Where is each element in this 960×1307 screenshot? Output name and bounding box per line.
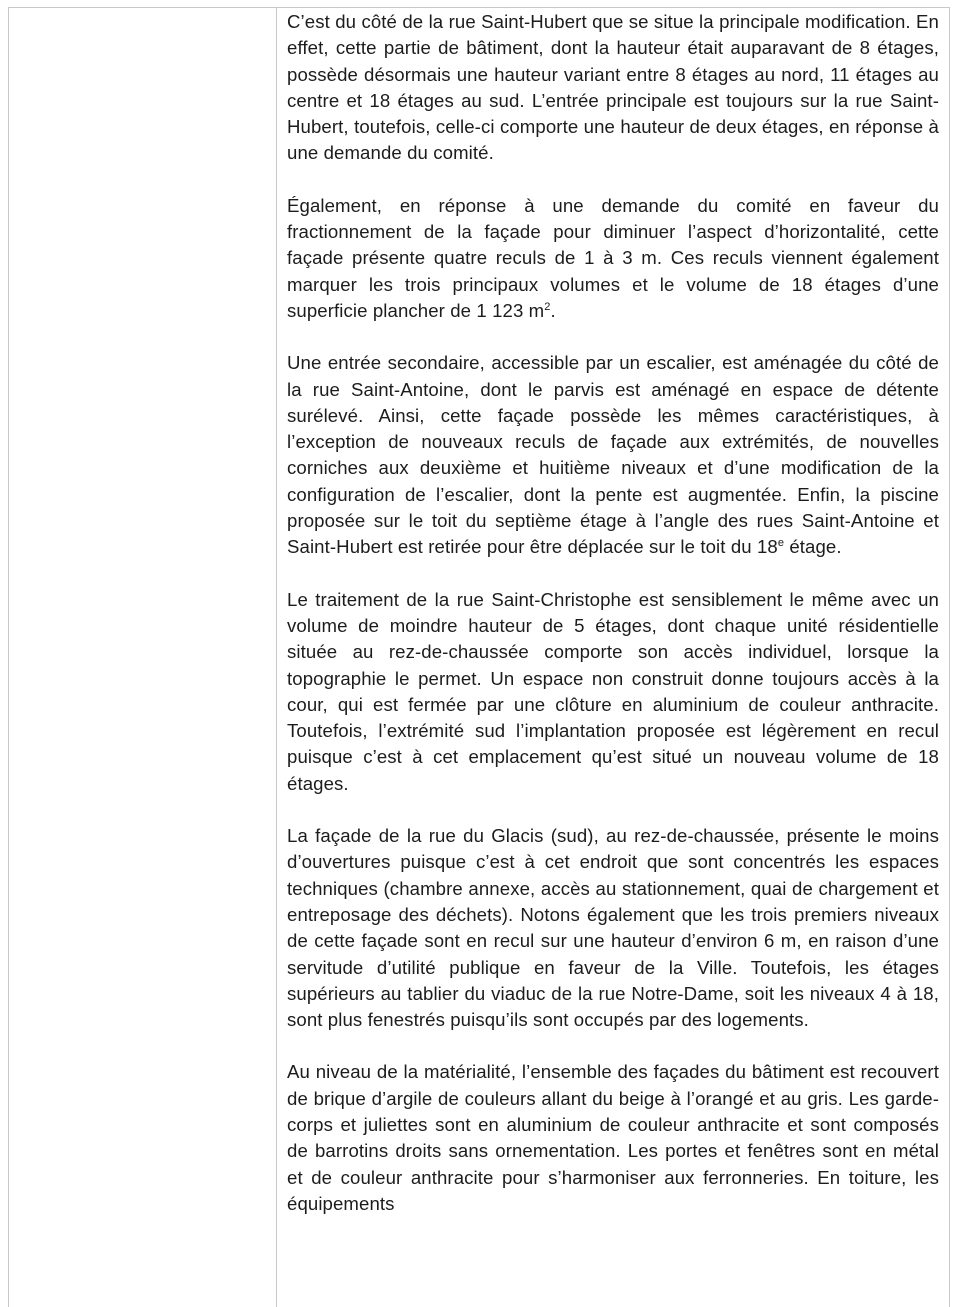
superscript: e [777,537,785,550]
paragraph-materialite: Au niveau de la matérialité, l’ensemble des façades du bâtiment est recouvert de brique d’argile de couleurs allant du beige à l’orangé et au gris. Les garde-corps et juliettes sont en aluminium de couleur anthracite et sont composés de barrotins droits sans ornementation. Les portes et fenêtres sont en métal et de couleur anthracite pour s’harmoniser aux ferronneries. En toiture, les équipements [287,1061,939,1214]
text-column-cell [277,8,949,1307]
paragraph-text-end: . [550,299,556,321]
paragraph-rue-saint-hubert: C’est du côté de la rue Saint-Hubert que se situe la principale modification. En effet, cette partie de bâtiment, dont la hauteur était auparavant de 8 étages, possède désormais une hauteur variant entre 8 étages au nord, 11 étages au centre et 18 étages au sud. L’entrée principale est toujours sur la rue Saint-Hubert, toutefois, celle-ci comporte une hauteur de deux étages, en réponse à une demande du comité. [287,11,939,164]
left-column-cell [9,8,277,1307]
paragraph-rue-du-glacis: La façade de la rue du Glacis (sud), au rez-de-chaussée, présente le moins d’ouvertures puisque c’est à cet endroit que sont concentrés les espaces techniques (chambre annexe, accès au stationnement, quai de chargement et entreposage des déchets). Notons également que les trois premiers niveaux de cette façade sont en recul sur une hauteur d’environ 6 m, en raison d’une servitude d’utilité publique en faveur de la Ville. Toutefois, les étages supérieurs au tablier du viaduc de la rue Notre-Dame, soit les niveaux 4 à 18, sont plus fenestrés puisqu’ils sont occupés par des logements. [287,825,939,1031]
paragraph-text-end: étage. [784,536,842,558]
paragraph-text: Également, en réponse à une demande du comité en faveur du fractionnement de la façade pour diminuer l’aspect d’horizontalité, cette façade présente quatre reculs de 1 à 3 m. Ces reculs viennent également marquer les trois principaux volumes et le volume de 18 étages d’une superficie plancher de 1 123 m [287,194,939,321]
document-table [8,7,950,1307]
paragraph-fractionnement-facade [287,193,939,324]
paragraph-text: Une entrée secondaire, accessible par un escalier, est aménagée du côté de la rue Saint-Antoine, dont le parvis est aménagé en espace de détente surélevé. Ainsi, cette façade possède les mêmes caractéristiques, à l’exception de nouveaux reculs de façade aux extrémités, de nouvelles corniches aux deuxième et huitième niveaux et d’une modification de la configuration de l’escalier, dont la pente est augmentée. Enfin, la piscine proposée sur le toit du septième étage à l’angle des rues Saint-Antoine et Saint-Hubert est retirée pour être déplacée sur le toit du 18 [287,352,939,558]
paragraph-rue-saint-christophe: Le traitement de la rue Saint-Christophe est sensiblement le même avec un volume de moindre hauteur de 5 étages, dont chaque unité résidentielle située au rez-de-chaussée comporte son accès individuel, lorsque la topographie le permet. Un espace non construit donne toujours accès à la cour, qui est fermée par une clôture en aluminium de couleur anthracite. Toutefois, l’extrémité sud l’implantation proposée est légèrement en recul puisque c’est à cet emplacement qu’est situé un nouveau volume de 18 étages. [287,588,939,794]
superscript: 2 [544,300,551,313]
paragraph-entree-secondaire [287,350,939,560]
